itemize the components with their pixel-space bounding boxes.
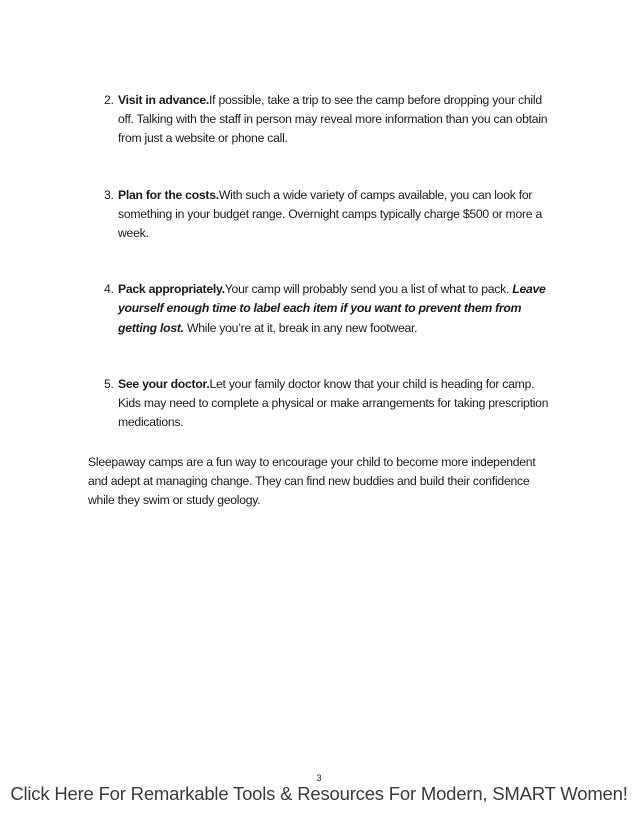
list-item [104,186,554,244]
list-item-body: With such a wide variety of camps available, you can look for something in your budget range. Overnight camps typically charge $500 or more a week. [118,187,542,241]
list-item-title: See your doctor. [118,376,210,391]
list-item-number: 3. [104,187,114,202]
page-number: 3 [316,773,322,783]
list-item-body: Let your family doctor know that your child is heading for camp. Kids may need to complete a physical or make arrangements for taking prescription medications. [118,376,549,430]
list-item-body: Your camp will probably send you a list of what to pack. [224,282,510,297]
list-item-title: Plan for the costs. [118,187,219,202]
footer-promo-link[interactable]: Click Here For Remarkable Tools & Resources For Modern, SMART Women! [10,783,628,804]
list-item-number: 4. [104,282,114,297]
list-item [104,375,554,433]
list-item-emphasis: Leave yourself enough time to label each item if you want to prevent them from getting lost. [118,282,546,335]
list-item-number: 5. [104,376,114,391]
closing-paragraph: Sleepaway camps are a fun way to encourage your child to become more independent and adept at managing change. They can find new buddies and build their confidence while they swim or study geology. [88,455,536,508]
list-item [104,91,554,149]
list-item-number: 2. [104,93,114,107]
list-item [104,280,554,338]
list-item-title: Pack appropriately. [118,282,225,297]
list-item-tail: While you’re at it, break in any new footwear. [183,320,418,335]
numbered-tips-list [104,91,554,469]
list-item-title: Visit in advance. [118,93,210,107]
list-item-body: If possible, take a trip to see the camp before dropping your child off. Talking with the staff in person may reveal more information than you can obtain from just a website or phone call. [118,93,548,146]
